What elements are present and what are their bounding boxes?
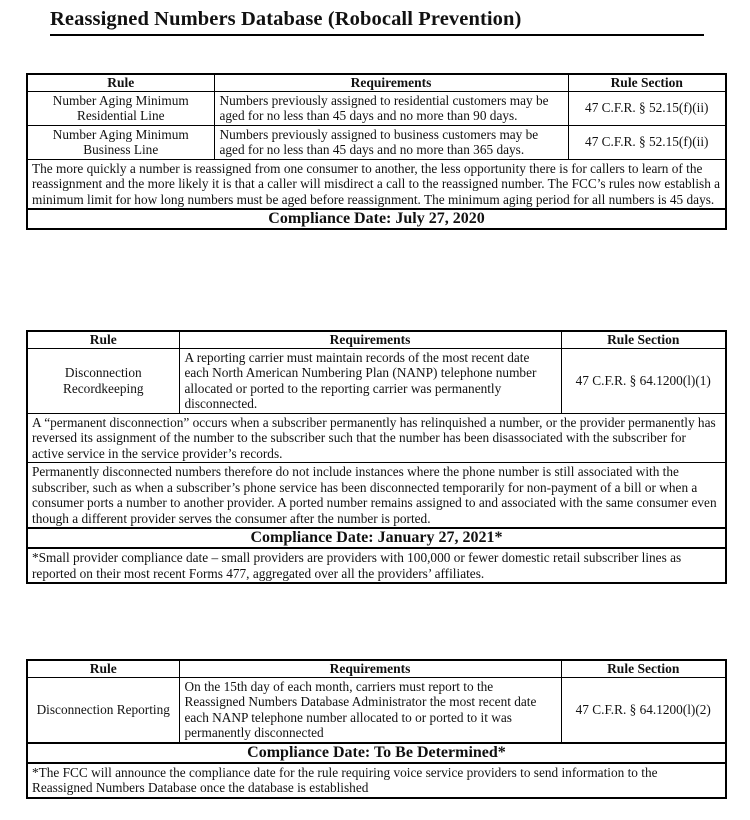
rule-section-cell: 47 C.F.R. § 52.15(f)(ii) [568,125,726,159]
explanatory-note: The more quickly a number is reassigned from one consumer to another, the less opportunity there is for callers to learn of the reassignment and the more likely it is that a caller will misdirect a call to the reassigned number. The FCC’s rules now establish a minimum limit for how long numbers must be aged before reassignment. The minimum aging period for all numbers is 45 days. [27,159,726,209]
requirements-header: Requirements [179,331,561,348]
note-row [27,413,726,463]
rule-cell: Number Aging Minimum Residential Line [27,91,214,125]
compliance-date: Compliance Date: To Be Determined* [27,743,726,763]
requirement-cell: A reporting carrier must maintain records of the most recent date each North American Numbering Plan (NANP) telephone number allocated or ported to the reporting carrier was permanently disconnected. [179,348,561,413]
requirements-header: Requirements [214,74,568,91]
footnote-row [27,763,726,798]
requirement-cell: Numbers previously assigned to business customers may be aged for no less than 45 days and no more than 365 days. [214,125,568,159]
rule-header: Rule [27,74,214,91]
rule-cell: Disconnection Recordkeeping [27,348,179,413]
table-header-row [27,331,726,348]
compliance-row [27,743,726,763]
rule-cell: Number Aging Minimum Business Line [27,125,214,159]
table-header-row [27,660,726,677]
table-row [27,125,726,159]
compliance-date: Compliance Date: July 27, 2020 [27,209,726,229]
note-row [27,159,726,209]
compliance-date: Compliance Date: January 27, 2021* [27,528,726,548]
requirement-cell: Numbers previously assigned to residential customers may be aged for no less than 45 days and no more than 90 days. [214,91,568,125]
rule-section-cell: 47 C.F.R. § 64.1200(l)(2) [561,677,726,743]
table-row [27,677,726,743]
compliance-footnote: *The FCC will announce the compliance date for the rule requiring voice service providers to send information to the Reassigned Numbers Database once the database is established [27,763,726,798]
small-provider-footnote: *Small provider compliance date – small providers are providers with 100,000 or fewer domestic retail subscriber lines as reported on their most recent Forms 477, aggregated over all the providers’ affiliates. [27,548,726,583]
disconnection-recordkeeping-table [26,330,727,584]
table-row [27,348,726,413]
note-row [27,463,726,529]
rule-section-cell: 47 C.F.R. § 52.15(f)(ii) [568,91,726,125]
table-row [27,91,726,125]
footnote-row [27,548,726,583]
rule-header: Rule [27,660,179,677]
page-title: Reassigned Numbers Database (Robocall Prevention) [50,8,704,36]
requirement-cell: On the 15th day of each month, carriers must report to the Reassigned Numbers Database Administrator the most recent date each NANP telephone number allocated to or ported to it was permanently disconnected [179,677,561,743]
requirements-header: Requirements [179,660,561,677]
number-aging-table [26,73,727,230]
rule-section-header: Rule Section [568,74,726,91]
compliance-row [27,528,726,548]
rule-header: Rule [27,331,179,348]
rule-section-header: Rule Section [561,660,726,677]
table-header-row [27,74,726,91]
rule-section-header: Rule Section [561,331,726,348]
compliance-row [27,209,726,229]
rule-cell: Disconnection Reporting [27,677,179,743]
disconnected-numbers-note: Permanently disconnected numbers therefore do not include instances where the phone number is still associated with the subscriber, such as when a subscriber’s phone service has been disconnected temporarily for non-payment of a bill or when a consumer ports a number to another provider. A ported number remains assigned to and associated with the same consumer even though a different provider serves the consumer after the number is ported. [27,463,726,529]
permanent-disconnection-note: A “permanent disconnection” occurs when a subscriber permanently has relinquished a number, or the provider permanently has reversed its assignment of the number to the subscriber such that the number has been disassociated with the subscriber for active service in the service provider’s records. [27,413,726,463]
rule-section-cell: 47 C.F.R. § 64.1200(l)(1) [561,348,726,413]
disconnection-reporting-table [26,659,727,799]
